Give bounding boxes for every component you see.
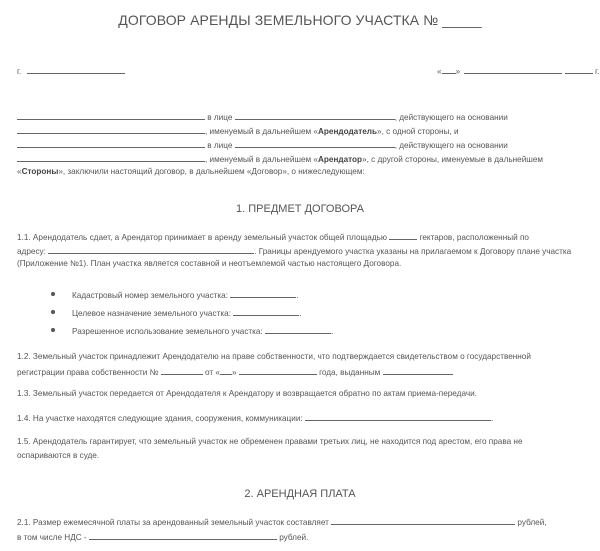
cadastral-blank[interactable]: [230, 289, 299, 300]
lessee-name-blank[interactable]: [17, 139, 205, 148]
clause-2-1-line-1: [17, 516, 547, 528]
clause-1-1-line-1: [17, 231, 529, 243]
clause-2-1-text: 2.1. Размер ежемесячной платы за арендованный земельный участок составляет: [17, 518, 329, 527]
lessor-term: Арендодатель: [317, 127, 378, 136]
day-blank[interactable]: [442, 65, 456, 74]
city-blank[interactable]: [27, 65, 125, 74]
clause-1-2-text: от «: [204, 368, 220, 377]
city-prefix: г.: [17, 67, 22, 76]
rubles-label: рублей.: [279, 533, 309, 542]
clause-1-2-line-1: 1.2. Земельный участок принадлежит Арендодателю на праве собственности, что подтверждается свидетельством о государственной: [17, 352, 531, 361]
named-hereafter-label: , именуемый в дальнейшем «: [205, 155, 318, 164]
address-blank[interactable]: [48, 245, 254, 254]
in-person-label: в лице: [207, 141, 233, 150]
period: .: [299, 309, 302, 318]
bullet-permitted-use: [72, 325, 333, 337]
one-side-label: », с одной стороны, и: [377, 127, 459, 136]
sides-quote-open: «: [17, 167, 22, 176]
rent-amount-blank[interactable]: [331, 516, 515, 525]
in-person-label: в лице: [207, 113, 233, 122]
clause-1-5-line-2: оспариваются в суде.: [17, 451, 100, 460]
address-label: адресу:: [17, 247, 46, 256]
named-hereafter-label: , именуемый в дальнейшем «: [205, 127, 318, 136]
year-suffix: г.: [594, 67, 600, 76]
clause-2-1-line-2: [17, 531, 308, 543]
bullet-icon: [51, 310, 55, 314]
buildings-blank[interactable]: [305, 412, 494, 423]
bullet-cadastral: [72, 289, 299, 301]
clause-1-5-line-1: 1.5. Арендодатель гарантирует, что земельный участок не обременен правами третьих лиц, не находится под арестом, его права не: [17, 437, 523, 446]
section-1-heading: 1. ПРЕДМЕТ ДОГОВОРА: [236, 203, 364, 215]
month-blank[interactable]: [464, 65, 562, 74]
certificate-date-blank[interactable]: [239, 366, 317, 375]
clause-1-2-text: регистрации права собственности №: [17, 368, 159, 377]
clause-1-2-text: года, выданным: [319, 368, 381, 377]
city-line: [17, 65, 125, 77]
clause-1-4: [17, 412, 493, 424]
clause-1-2-line-2: [17, 366, 453, 378]
rubles-label: рублей,: [517, 518, 547, 527]
date-line: [437, 65, 599, 77]
parties-line-5: [17, 167, 365, 177]
bullet-icon: [51, 292, 55, 296]
section-2-heading: 2. АРЕНДНАЯ ПЛАТА: [244, 488, 356, 500]
parties-line-3: [17, 139, 508, 151]
quote-open: «: [437, 67, 442, 76]
clause-1-1-line-3: (Приложение №1). План участка является составной и неотъемлемой частью настоящего Договора.: [17, 259, 402, 268]
purpose-blank[interactable]: [233, 307, 302, 318]
lessor-rep-blank[interactable]: [235, 111, 395, 120]
lessee-basis-blank[interactable]: [17, 153, 205, 162]
sides-term: Стороны: [21, 167, 59, 176]
quote-close: »: [231, 368, 237, 377]
clause-1-3: 1.3. Земельный участок передается от Арендодателя к Арендатору и возвращается обратно по актам приема-передачи.: [17, 389, 477, 398]
quote-close: »: [455, 67, 461, 76]
parties-line-2: [17, 125, 459, 137]
year-blank[interactable]: [565, 65, 593, 74]
cadastral-label: Кадастровый номер земельного участка:: [72, 291, 228, 300]
lessor-basis-blank[interactable]: [17, 125, 205, 134]
clause-1-1-line-2: [17, 245, 571, 257]
document-title: ДОГОВОР АРЕНДЫ ЗЕМЕЛЬНОГО УЧАСТКА № _____: [118, 12, 482, 28]
bullet-purpose: [72, 307, 301, 319]
permitted-use-label: Разрешенное использование земельного участка:: [72, 327, 263, 336]
purpose-label: Целевое назначение земельного участка:: [72, 309, 231, 318]
lessor-name-blank[interactable]: [17, 111, 205, 120]
permitted-use-blank[interactable]: [265, 325, 334, 336]
parties-line-1: [17, 111, 508, 123]
area-blank[interactable]: [389, 231, 417, 240]
issued-by-blank[interactable]: [383, 366, 453, 375]
bullet-icon: [51, 328, 55, 332]
period: .: [490, 414, 494, 423]
certificate-number-blank[interactable]: [161, 366, 203, 375]
clause-1-1-text: . Границы арендуемого участка указаны на прилагаемом к Договору плане участка: [254, 247, 572, 256]
other-side-label: », с другой стороны, именуемые в дальнейшем: [362, 155, 544, 164]
period: .: [296, 291, 299, 300]
acting-basis-label: , действующего на основании: [394, 141, 508, 150]
period: .: [331, 327, 334, 336]
certificate-day-blank[interactable]: [220, 366, 232, 375]
vat-label: в том числе НДС -: [17, 533, 87, 542]
clause-1-4-text: 1.4. На участке находятся следующие здания, сооружения, коммуникации:: [17, 414, 303, 423]
lessee-term: Арендатор: [317, 155, 363, 164]
sides-close-label: », заключили настоящий договор, в дальнейшем «Договор», о нижеследующем:: [58, 167, 365, 176]
acting-basis-label: , действующего на основании: [394, 113, 508, 122]
clause-1-1-text: гектаров, расположенный по: [419, 233, 529, 242]
vat-amount-blank[interactable]: [89, 531, 277, 540]
lessee-rep-blank[interactable]: [235, 139, 395, 148]
clause-1-1-text: 1.1. Арендодатель сдает, а Арендатор принимает в аренду земельный участок общей площадью: [17, 233, 387, 242]
parties-line-4: [17, 153, 543, 165]
